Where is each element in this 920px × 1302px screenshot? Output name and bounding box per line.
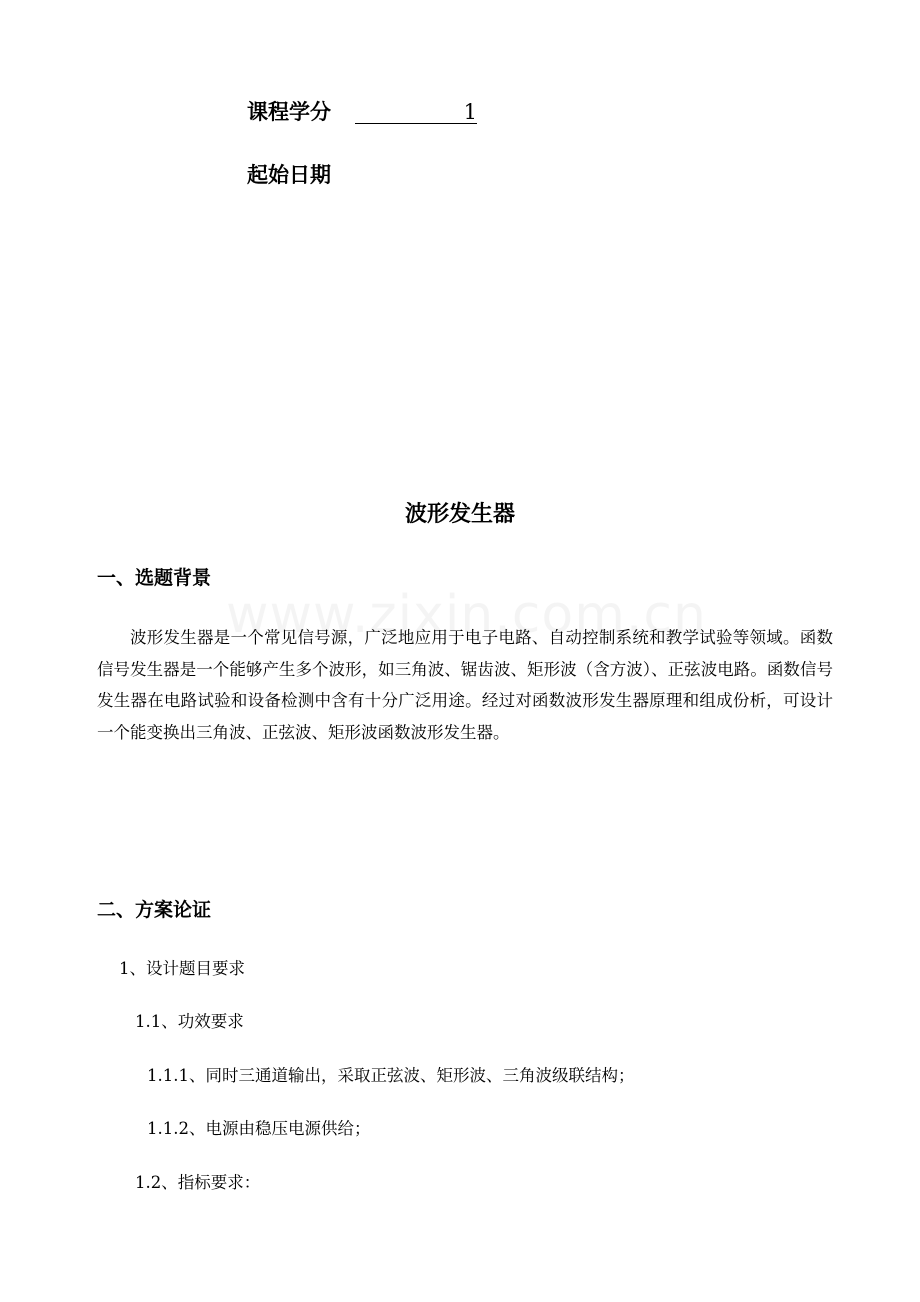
course-credit-value: 1	[355, 98, 477, 124]
outline-item-1-2: 1.2、指标要求：	[135, 1173, 261, 1192]
course-credit-row	[247, 98, 477, 126]
outline-item-1-1: 1.1、功效要求	[135, 1012, 244, 1031]
section-heading-background: 一、选题背景	[97, 567, 212, 589]
outline-item-1-1-2: 1.1.2、电源由稳压电源供给；	[147, 1119, 371, 1138]
outline-item-1-1-1: 1.1.1、同时三通道输出，采取正弦波、矩形波、三角波级联结构；	[147, 1066, 635, 1085]
start-date-label: 起始日期	[247, 163, 331, 187]
background-paragraph: 波形发生器是一个常见信号源，广泛地应用于电子电路、自动控制系统和教学试验等领域。函数信号发生器是一个能够产生多个波形，如三角波、锯齿波、矩形波（含方波）、正弦波电路。函数信号发生器在电路试验和设备检测中含有十分广泛用途。经过对函数波形发生器原理和组成份析，可设计一个能变换出三角波、正弦波、矩形波函数波形发生器。	[97, 628, 833, 742]
outline-item-1: 1、设计题目要求	[119, 959, 245, 978]
document-title: 波形发生器	[404, 502, 515, 527]
section-heading-scheme: 二、方案论证	[97, 899, 212, 921]
start-date-row	[247, 161, 331, 189]
course-credit-label: 课程学分	[247, 100, 331, 124]
